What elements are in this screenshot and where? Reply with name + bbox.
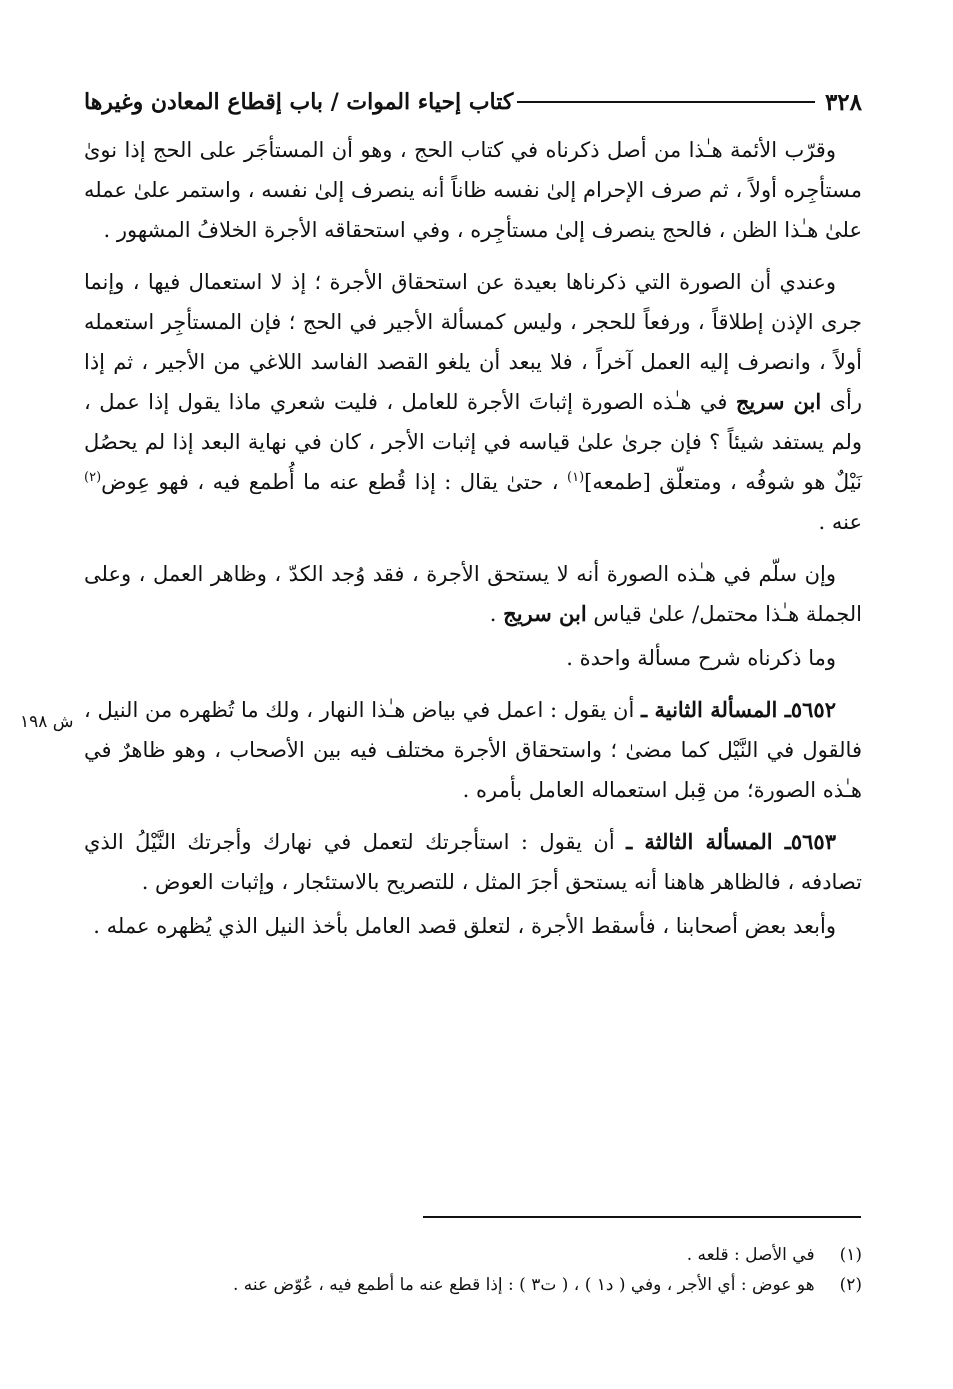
issue-5652 <box>84 690 862 810</box>
paragraph-2-text: وعندي أن الصورة التي ذكرناها بعيدة عن استحقاق الأجرة ؛ إذ لا استعمال فيها ، وإنما جرى الإذن إطلاقاً ، ورفعاً للحجر ، وليس كمسألة الأجير في الحج ؛ فإن المستأجِر استعمله أولاً ، وانصرف إليه العمل آخراً ، فلا يبعد أن يلغو القصد الفاسد اللاغي من الأجير ، ثم إذا رأى <box>84 270 862 414</box>
footnotes <box>84 1240 862 1300</box>
paragraph-3 <box>84 554 862 634</box>
issue-5653 <box>84 822 862 902</box>
footnote-ref-1[interactable]: (١) <box>567 470 585 485</box>
paragraph-2-text: في هـٰذه الصورة إثباتَ الأجرة للعامل ، فليت شعري ماذا يقول إذا عمل ، ولم يستفد شيئاً ؟ فإن جرىٰ علىٰ قياسه في إثبات الأجر ، كان في نهاية البعد إذا لم يحصُل نَيْلٌ هو شوفُه ، ومتعلّق [طمعه] <box>84 390 863 494</box>
footnote-1 <box>84 1240 862 1270</box>
issue-text: أن يقول : استأجرتك لتعمل في نهارك وأجرتك النَّيْلُ الذي تصادفه ، فالظاهر هاهنا أنه يستحق أجرَ المثل ، للتصريح بالاستئجار ، وإثبات العوض . <box>84 830 862 894</box>
footnote-text: هو عوض : أي الأجر ، وفي ( د١ ) ، ( ت٣ ) : إذا قطع عنه ما أطمع فيه ، عُوّض عنه . <box>232 1275 815 1295</box>
paragraph-2 <box>84 262 862 542</box>
page-number: ٣٢٨ <box>824 88 862 116</box>
scholar-name: ابن سريج <box>735 389 822 414</box>
issue-text: أن يقول : اعمل في بياض هـٰذا النهار ، ولك ما تُظهره من النيل ، فالقول في النَّيْل كما مضىٰ ؛ واستحقاق الأجرة مختلف فيه بين الأصحاب ، وهو ظاهرٌ في هـٰذه الصورة؛ من قِبل استعماله العامل بأمره . <box>84 698 862 802</box>
footnote-number: (٢) <box>839 1275 862 1295</box>
paragraph-1: وقرّب الأئمة هـٰذا من أصل ذكرناه في كتاب الحج ، وهو أن المستأجَر على الحج إذا نوىٰ مستأجِره أولاً ، ثم صرف الإحرام إلىٰ نفسه ظاناً أنه ينصرف إلىٰ نفسه ، واستمر علىٰ عمله علىٰ هـٰذا الظن ، فالحج ينصرف إلىٰ مستأجِره ، وفي استحقاقه الأجرة الخلافُ المشهور . <box>84 138 862 242</box>
footnote-text: في الأصل : قلعه . <box>686 1245 815 1265</box>
paragraph-last: وأبعد بعض أصحابنا ، فأسقط الأجرة ، لتعلق قصد العامل بأخذ النيل الذي يُظهره عمله . <box>93 914 836 938</box>
page-header <box>84 82 862 122</box>
footnote-ref-2[interactable]: (٢) <box>84 470 102 485</box>
main-text <box>84 130 862 958</box>
paragraph-2-text: عنه . <box>818 510 862 534</box>
paragraph-4: وما ذكرناه شرح مسألة واحدة . <box>566 646 836 670</box>
running-title: كتاب إحياء الموات / باب إقطاع المعادن وغيرها <box>84 89 514 115</box>
issue-label: ٥٦٥٢ـ المسألة الثانية ـ <box>641 697 836 722</box>
footnote-2 <box>84 1270 862 1300</box>
footnote-rule <box>423 1216 861 1218</box>
paragraph-3-text: وإن سلّم في هـٰذه الصورة أنه لا يستحق الأجرة ، فقد وُجد الكدّ ، وظاهر العمل ، وعلى الجملة هـٰذا محتمل/ علىٰ قياس <box>84 562 862 626</box>
header-rule <box>517 101 815 103</box>
footnote-number: (١) <box>839 1245 862 1265</box>
paragraph-3-text: . <box>489 602 497 626</box>
scholar-name: ابن سريج <box>503 601 587 626</box>
paragraph-2-text: ، حتىٰ يقال : إذا قُطع عنه ما أُطمع فيه ، فهو عِوض <box>101 470 559 494</box>
manuscript-folio-note: ش ١٩٨ <box>20 712 74 732</box>
issue-label: ٥٦٥٣ـ المسألة الثالثة ـ <box>626 829 836 854</box>
